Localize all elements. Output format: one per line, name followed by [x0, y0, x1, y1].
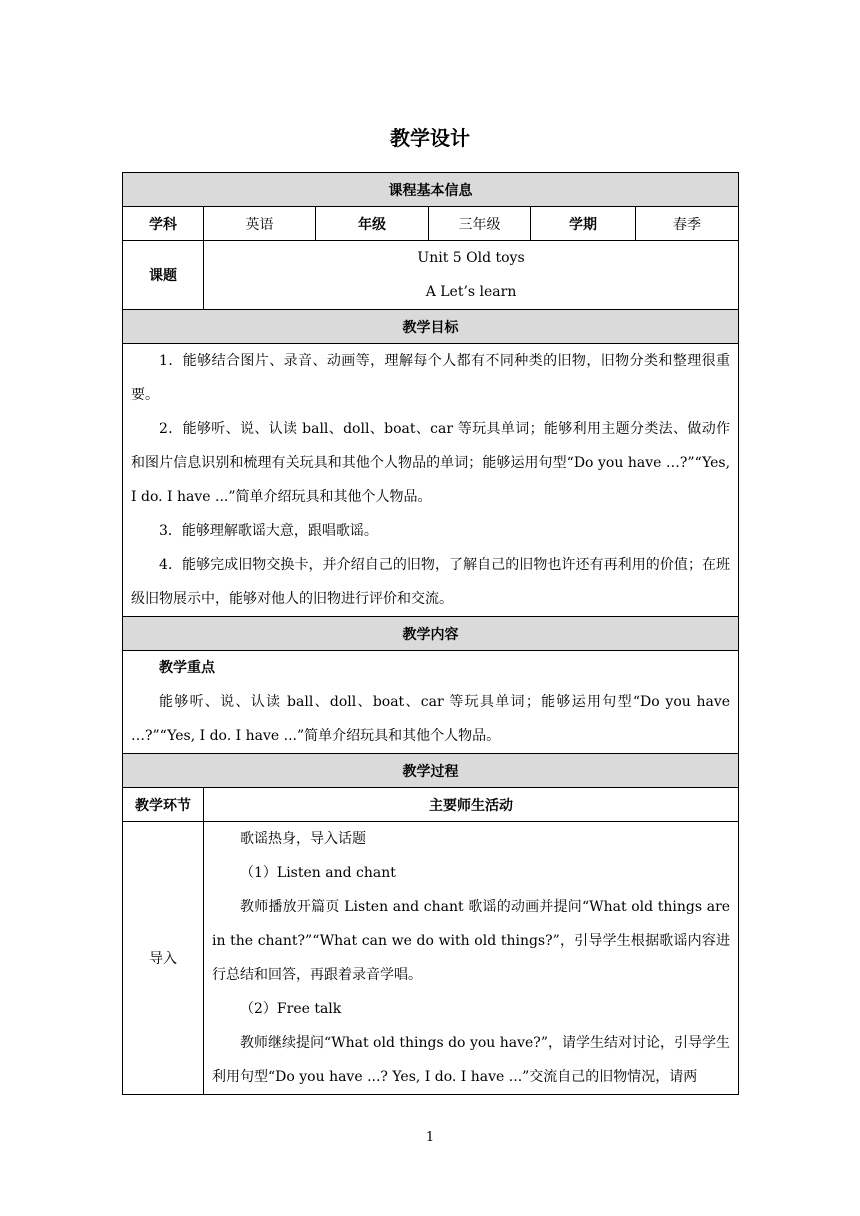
grade-value: 三年级: [429, 207, 531, 241]
topic-line-1: Unit 5 Old toys: [417, 250, 525, 266]
focus-text: 能够听、说、认读 ball、doll、boat、car 等玩具单词；能够运用句型“Do you have …?”“Yes, I do. I have ...”简单介绍玩具和其他个人物品。: [131, 694, 731, 744]
term-value: 春季: [636, 207, 739, 241]
document-title: 教学设计: [390, 126, 470, 150]
activity-line: （1）Listen and chant: [240, 865, 396, 881]
content-body: [123, 651, 739, 754]
activities-column-header: 主要师生活动: [204, 788, 739, 822]
activity-line: 教师继续提问“What old things do you have?”，请学生结对讨论，引导学生利用句型“Do you have ...? Yes, I do. I have ...”交流自己的旧物情况，请两: [212, 1035, 731, 1085]
objective-item: 4．能够完成旧物交换卡，并介绍自己的旧物，了解自己的旧物也许还有再利用的价值；在班级旧物展示中，能够对他人的旧物进行评价和交流。: [131, 557, 731, 607]
page-number: 1: [425, 1130, 435, 1145]
content-header: 教学内容: [123, 617, 739, 651]
subject-label: 学科: [123, 207, 204, 241]
objective-item: 3．能够理解歌谣大意，跟唱歌谣。: [159, 523, 378, 539]
term-label: 学期: [531, 207, 636, 241]
lesson-plan-table: [122, 172, 739, 1095]
grade-label: 年级: [316, 207, 429, 241]
activity-line: （2）Free talk: [240, 1001, 342, 1017]
stage-intro: 导入: [123, 822, 204, 1095]
subject-value: 英语: [204, 207, 316, 241]
topic-value: [204, 241, 739, 310]
activity-line: 歌谣热身，导入话题: [240, 831, 366, 847]
objective-item: 1．能够结合图片、录音、动画等，理解每个人都有不同种类的旧物，旧物分类和整理很重要。: [131, 353, 731, 403]
process-header: 教学过程: [123, 754, 739, 788]
topic-line-2: A Let’s learn: [425, 284, 517, 300]
stage-column-header: 教学环节: [123, 788, 204, 822]
activity-line: 教师播放开篇页 Listen and chant 歌谣的动画并提问“What old things are in the chant?”“What can we do with old things?”，引导学生根据歌谣内容进行总结和回答，再跟着录音学唱。: [212, 899, 731, 983]
focus-label: 教学重点: [159, 660, 215, 676]
topic-label: 课题: [123, 241, 204, 310]
basic-info-header: 课程基本信息: [123, 173, 739, 207]
objectives-body: [123, 344, 739, 617]
activities-body: [204, 822, 739, 1095]
objectives-header: 教学目标: [123, 310, 739, 344]
objective-item: 2．能够听、说、认读 ball、doll、boat、car 等玩具单词；能够利用主题分类法、做动作和图片信息识别和梳理有关玩具和其他个人物品的单词；能够运用句型“Do you have …?”“Yes, I do. I have ...”简单介绍玩具和其他个人物品。: [131, 421, 731, 505]
